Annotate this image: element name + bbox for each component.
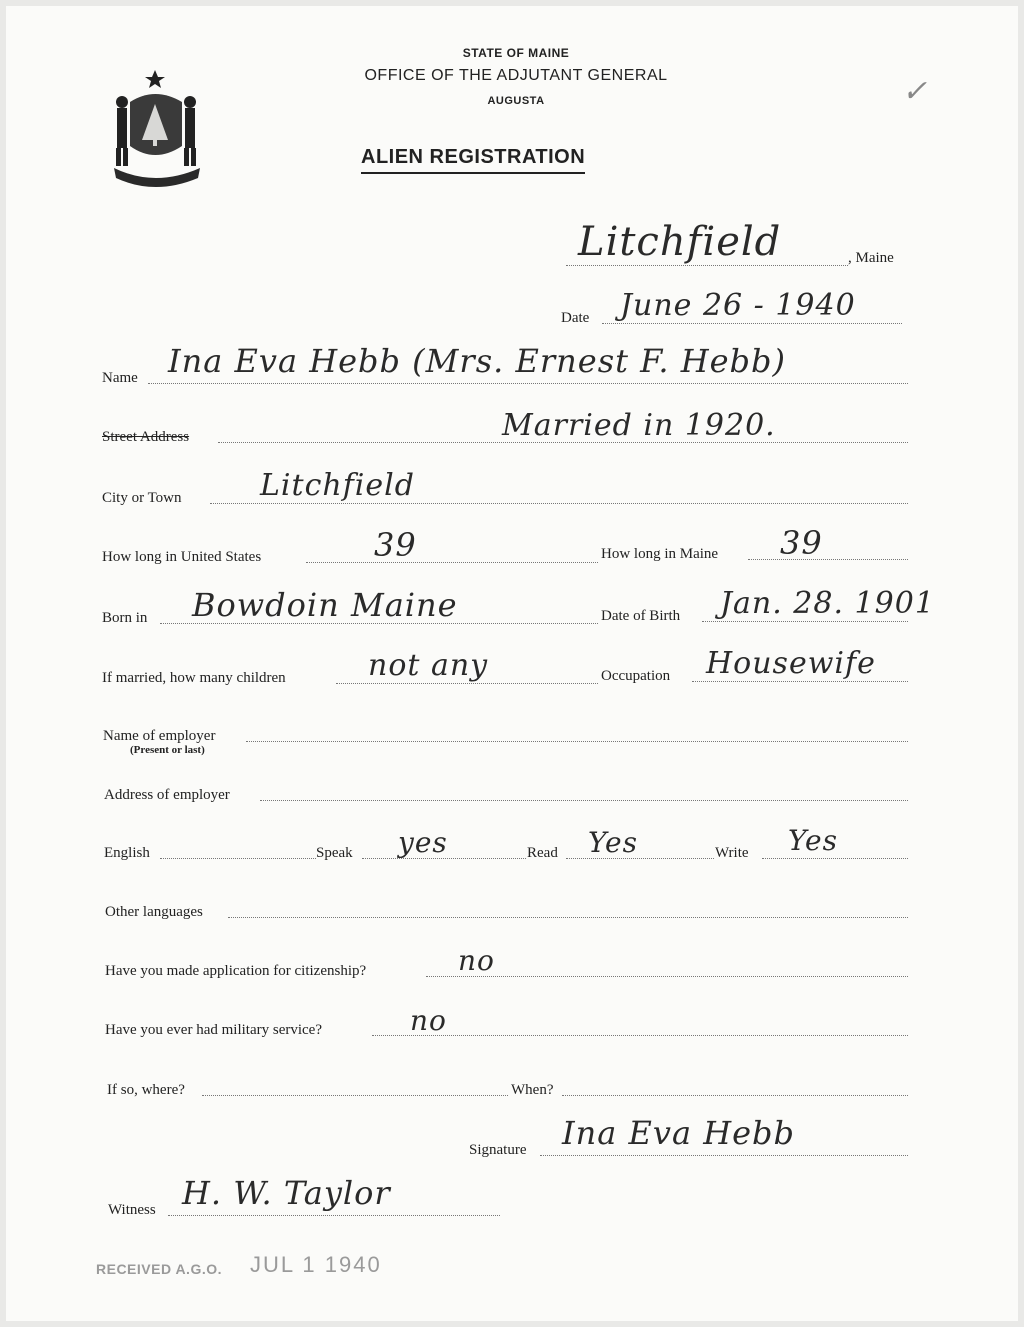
registration-form	[6, 6, 1018, 1321]
office-heading: OFFICE OF THE ADJUTANT GENERAL	[364, 67, 668, 84]
received-stamp: RECEIVED A.G.O.	[96, 1261, 223, 1277]
citizenship-label: Have you made application for citizenship?	[105, 963, 367, 979]
name-value: Ina Eva Hebb (Mrs. Ernest F. Hebb)	[168, 342, 786, 380]
seal-scroll-text: MAINE	[141, 165, 176, 175]
witness-label: Witness	[108, 1202, 156, 1218]
signature-label: Signature	[469, 1142, 527, 1158]
speak-label: Speak	[316, 845, 353, 861]
state-heading: STATE OF MAINE	[462, 46, 570, 60]
write-line	[762, 858, 908, 859]
signature-value: Ina Eva Hebb	[562, 1114, 795, 1152]
dob-line	[702, 621, 908, 622]
citizenship-value: no	[458, 944, 495, 977]
other-languages-label: Other languages	[105, 904, 203, 920]
when-label: When?	[511, 1082, 554, 1098]
employer-label: Name of employer	[103, 728, 216, 744]
occupation-value: Housewife	[706, 646, 876, 681]
place-line	[566, 265, 848, 266]
write-value: Yes	[788, 824, 838, 857]
occupation-label: Occupation	[601, 668, 671, 684]
street-address-label: Street Address	[102, 429, 190, 445]
check-mark: ✓	[902, 74, 929, 109]
received-stamp-date: JUL 1 1940	[250, 1252, 382, 1277]
born-in-label: Born in	[102, 610, 148, 626]
date-line	[602, 323, 902, 324]
read-label: Read	[527, 845, 558, 861]
place-value: Litchfield	[578, 219, 782, 265]
military-line	[372, 1035, 908, 1036]
children-label: If married, how many children	[102, 670, 286, 686]
employer-address-label: Address of employer	[104, 787, 230, 803]
occupation-line	[692, 681, 908, 682]
read-value: Yes	[588, 826, 638, 859]
street-address-value: Married in 1920.	[502, 408, 776, 443]
city-value: Litchfield	[260, 468, 415, 503]
write-label: Write	[715, 845, 749, 861]
children-value: not any	[368, 648, 489, 683]
city-line	[210, 503, 908, 504]
employer-sublabel: (Present or last)	[130, 744, 205, 756]
military-label: Have you ever had military service?	[105, 1022, 322, 1038]
born-in-value: Bowdoin Maine	[192, 586, 458, 624]
name-line	[148, 383, 908, 384]
employer-address-line	[260, 800, 908, 801]
date-label: Date	[561, 310, 590, 326]
maine-years-label: How long in Maine	[601, 546, 719, 562]
signature-line	[540, 1155, 908, 1156]
page-title: ALIEN REGISTRATION	[361, 146, 585, 174]
english-line	[160, 858, 316, 859]
name-label: Name	[102, 370, 138, 386]
place-suffix: , Maine	[848, 250, 894, 266]
maine-years-line	[748, 559, 908, 560]
citizenship-line	[426, 976, 908, 977]
city-label: City or Town	[102, 490, 182, 506]
us-years-label: How long in United States	[102, 549, 262, 565]
speak-value: yes	[398, 826, 448, 859]
witness-line	[168, 1215, 500, 1216]
children-line	[336, 683, 598, 684]
employer-line	[246, 741, 908, 742]
other-languages-line	[228, 917, 908, 918]
date-value: June 26 - 1940	[620, 288, 856, 323]
english-label: English	[104, 845, 150, 861]
when-line	[562, 1095, 908, 1096]
military-value: no	[410, 1004, 447, 1037]
us-years-line	[306, 562, 598, 563]
where-label: If so, where?	[107, 1082, 185, 1098]
city-heading: AUGUSTA	[487, 95, 545, 107]
where-line	[202, 1095, 508, 1096]
witness-value: H. W. Taylor	[182, 1174, 391, 1212]
dob-value: Jan. 28. 1901	[720, 586, 935, 621]
maine-years-value: 39	[780, 524, 823, 562]
dob-label: Date of Birth	[601, 608, 681, 624]
us-years-value: 39	[374, 526, 417, 564]
